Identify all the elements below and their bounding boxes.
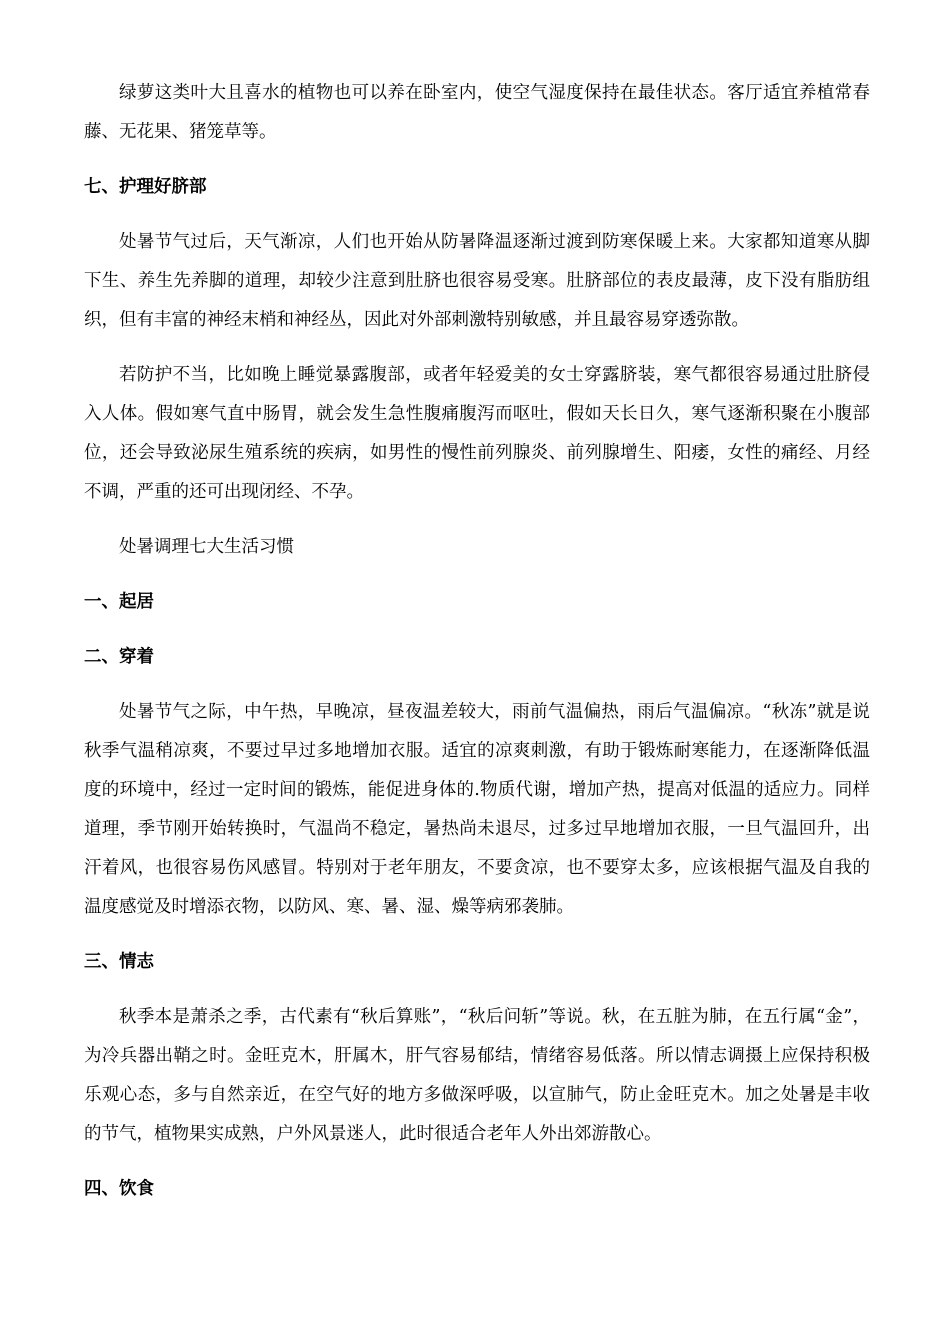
spacer xyxy=(84,927,870,943)
spacer xyxy=(84,567,870,583)
heading-emotions: 三、情志 xyxy=(84,952,154,972)
heading-navel-care: 七、护理好脐部 xyxy=(84,177,207,197)
paragraph-navel-risks: 若防护不当，比如晚上睡觉暴露腹部，或者年轻爱美的女士穿露脐装，寒气都很容易通过肚脐侵入人体。假如寒气直中肠胃，就会发生急性腹痛腹泻而呕吐，假如天长日久，寒气逐渐积聚在小腹部位，还会导致泌尿生殖系统的疾病，如男性的慢性前列腺炎、前列腺增生、阳痿，女性的痛经、月经不调，严重的还可出现闭经、不孕。 xyxy=(84,365,870,502)
paragraph-emotions: 秋季本是萧杀之季，古代素有“秋后算账”，“秋后问斩”等说。秋，在五脏为肺，在五行属“金”，为冷兵器出鞘之时。金旺克木，肝属木，肝气容易郁结，情绪容易低落。所以情志调摄上应保持积极乐观心态，多与自然亲近，在空气好的地方多做深呼吸，以宣肺气，防止金旺克木。加之处暑是丰收的节气，植物果实成熟，户外风景迷人，此时很适合老年人外出郊游散心。 xyxy=(84,1007,870,1144)
spacer xyxy=(84,512,870,528)
spacer xyxy=(84,982,870,998)
spacer xyxy=(84,1154,870,1170)
document-page xyxy=(84,74,870,1209)
paragraph-clothing: 处暑节气之际，中午热，早晚凉，昼夜温差较大，雨前气温偏热，雨后气温偏凉。“秋冻”就是说秋季气温稍凉爽，不要过早过多地增加衣服。适宜的凉爽刺激，有助于锻炼耐寒能力，在逐渐降低温度的环境中，经过一定时间的锻炼，能促进身体的.物质代谢，增加产热，提高对低温的适应力。同样道理，季节刚开始转换时，气温尚不稳定，暑热尚未退尽，过多过早地增加衣服，一旦气温回升，出汗着风，也很容易伤风感冒。特别对于老年朋友，不要贪凉，也不要穿太多，应该根据气温及自我的温度感觉及时增添衣物，以防风、寒、暑、湿、燥等病邪袭肺。 xyxy=(84,702,870,917)
spacer xyxy=(84,677,870,693)
spacer xyxy=(84,207,870,223)
paragraph-plants: 绿萝这类叶大且喜水的植物也可以养在卧室内，使空气湿度保持在最佳状态。客厅适宜养植常春藤、无花果、猪笼草等。 xyxy=(84,83,870,142)
paragraph-navel-intro: 处暑节气过后，天气渐凉，人们也开始从防暑降温逐渐过渡到防寒保暖上来。大家都知道寒从脚下生、养生先养脚的道理，却较少注意到肚脐也很容易受寒。肚脐部位的表皮最薄，皮下没有脂肪组织，但有丰富的神经末梢和神经丛，因此对外部刺激特别敏感，并且最容易穿透弥散。 xyxy=(84,232,870,330)
heading-daily-life: 一、起居 xyxy=(84,592,154,612)
spacer xyxy=(84,622,870,638)
heading-clothing: 二、穿着 xyxy=(84,647,154,667)
spacer xyxy=(84,152,870,168)
spacer xyxy=(84,340,870,356)
heading-diet: 四、饮食 xyxy=(84,1179,154,1199)
paragraph-habits-title: 处暑调理七大生活习惯 xyxy=(119,537,294,557)
